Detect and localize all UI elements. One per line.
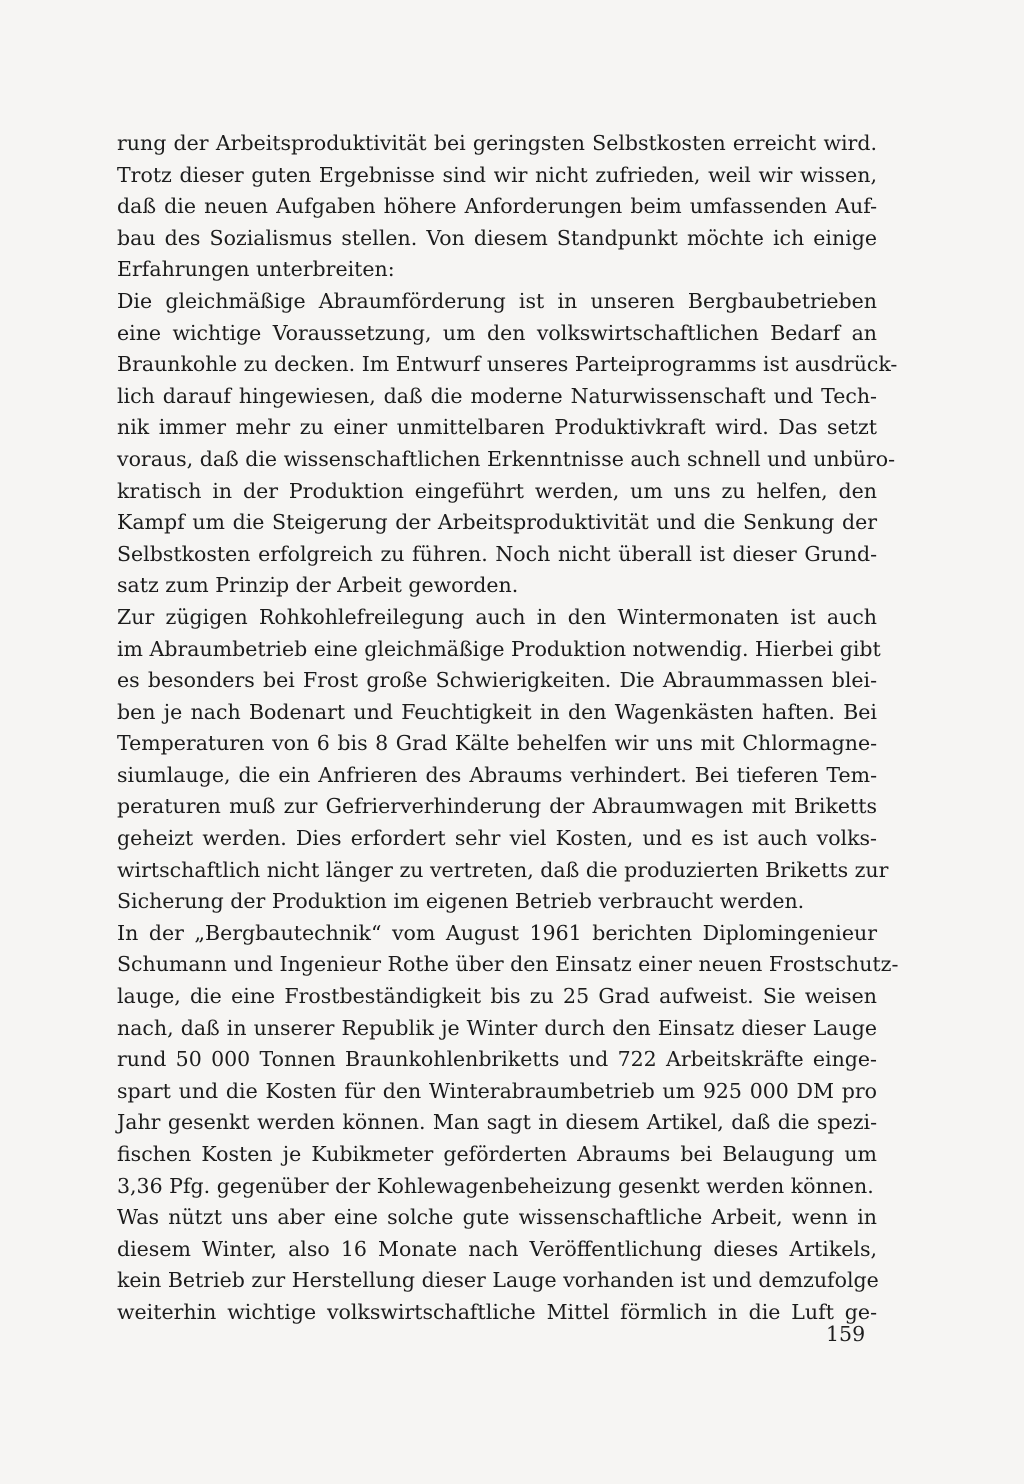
text-line: weiterhin wichtige volkswirtschaftliche Mittel förmlich in die Luft ge- — [117, 1299, 877, 1324]
text-line: Schumann und Ingenieur Rothe über den Einsatz einer neuen Frostschutz- — [117, 952, 899, 977]
text-line: voraus, daß die wissenschaftlichen Erkenntnisse auch schnell und unbüro- — [117, 446, 896, 471]
body-text — [117, 128, 899, 1329]
text-line: spart und die Kosten für den Winterabraumbetrieb um 925 000 DM pro — [117, 1078, 877, 1103]
text-line: Erfahrungen unterbreiten: — [117, 257, 395, 282]
text-line: Was nützt uns aber eine solche gute wissenschaftliche Arbeit, wenn in — [117, 1205, 877, 1230]
text-line: eine wichtige Voraussetzung, um den volkswirtschaftlichen Bedarf an — [117, 320, 877, 345]
text-line: nik immer mehr zu einer unmittelbaren Produktivkraft wird. Das setzt — [117, 415, 877, 440]
text-line: siumlauge, die ein Anfrieren des Abraums verhindert. Bei tieferen Tem- — [117, 762, 877, 787]
text-line: Kampf um die Steigerung der Arbeitsproduktivität und die Senkung der — [117, 510, 877, 535]
text-line: fischen Kosten je Kubikmeter geförderten Abraums bei Belaugung um — [117, 1142, 877, 1166]
text-line: 3,36 Pfg. gegenüber der Kohlewagenbeheizung gesenkt werden können. — [117, 1173, 874, 1198]
text-line: im Abraumbetrieb eine gleichmäßige Produktion notwendig. Hierbei gibt — [117, 636, 881, 661]
text-line: diesem Winter, also 16 Monate nach Veröffentlichung dieses Artikels, — [117, 1236, 877, 1261]
text-line: Trotz dieser guten Ergebnisse sind wir nicht zufrieden, weil wir wissen, — [117, 162, 877, 187]
text-line: wirtschaftlich nicht länger zu vertreten, daß die produzierten Briketts zur — [117, 857, 889, 882]
text-line: peraturen muß zur Gefrierverhinderung der Abraumwagen mit Briketts — [117, 794, 877, 819]
text-line: bau des Sozialismus stellen. Von diesem Standpunkt möchte ich einige — [117, 225, 877, 250]
text-line: Braunkohle zu decken. Im Entwurf unseres Parteiprogramms ist ausdrück- — [117, 352, 898, 377]
text-line: lauge, die eine Frostbeständigkeit bis zu 25 Grad aufweist. Sie weisen — [117, 984, 877, 1009]
text-line: Sicherung der Produktion im eigenen Betrieb verbraucht werden. — [117, 889, 805, 914]
text-line: rund 50 000 Tonnen Braunkohlenbriketts und 722 Arbeitskräfte einge- — [117, 1047, 877, 1072]
text-line: In der „Bergbautechnik“ vom August 1961 berichten Diplomingenieur — [117, 920, 877, 945]
text-line: geheizt werden. Dies erfordert sehr viel Kosten, und es ist auch volks- — [117, 826, 877, 851]
paragraph — [117, 602, 889, 918]
text-line: daß die neuen Aufgaben höhere Anforderungen beim umfassenden Auf- — [117, 194, 877, 219]
paragraph — [117, 128, 877, 286]
text-line: nach, daß in unserer Republik je Winter durch den Einsatz dieser Lauge — [117, 1015, 877, 1040]
page-number: 159 — [826, 1322, 866, 1346]
paragraph — [117, 286, 898, 602]
text-line: Zur zügigen Rohkohlefreilegung auch in den Wintermonaten ist auch — [117, 604, 877, 629]
text-line: kratisch in der Produktion eingeführt werden, um uns zu helfen, den — [117, 478, 877, 503]
text-line: Jahr gesenkt werden können. Man sagt in diesem Artikel, daß die spezi- — [117, 1110, 877, 1135]
text-line: lich darauf hingewiesen, daß die moderne Naturwissenschaft und Tech- — [117, 383, 877, 408]
text-line: Selbstkosten erfolgreich zu führen. Noch nicht überall ist dieser Grund- — [117, 541, 877, 566]
text-line: ben je nach Bodenart und Feuchtigkeit in den Wagenkästen haften. Bei — [117, 699, 877, 724]
text-line: rung der Arbeitsproduktivität bei geringsten Selbstkosten erreicht wird. — [117, 131, 877, 155]
text-line: satz zum Prinzip der Arbeit geworden. — [117, 573, 519, 598]
text-line: Die gleichmäßige Abraumförderung ist in unseren Bergbaubetrieben — [117, 288, 877, 313]
text-line: es besonders bei Frost große Schwierigkeiten. Die Abraummassen blei- — [117, 668, 877, 693]
paragraph — [117, 1202, 877, 1328]
text-line: Temperaturen von 6 bis 8 Grad Kälte behelfen wir uns mit Chlormagne- — [117, 731, 877, 756]
paragraph — [117, 918, 899, 1202]
text-line: kein Betrieb zur Herstellung dieser Lauge vorhanden ist und demzufolge — [117, 1268, 879, 1293]
